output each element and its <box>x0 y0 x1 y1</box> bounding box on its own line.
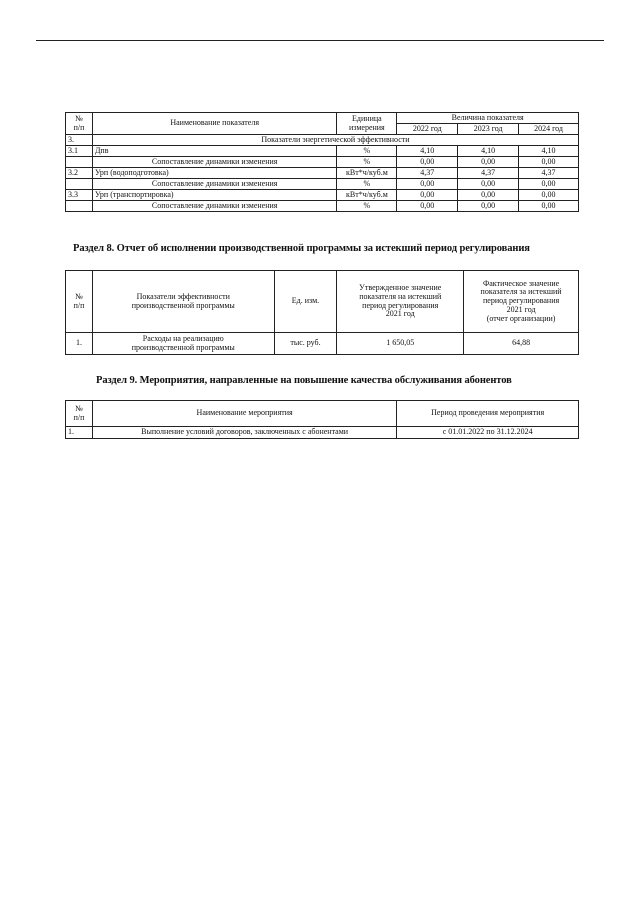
col-value-header: Величина показателя <box>397 113 579 124</box>
col-period-header: Период проведения мероприятия <box>397 401 579 427</box>
row-unit: % <box>337 179 397 190</box>
row-name: Урп (водоподготовка) <box>92 168 336 179</box>
table-row <box>66 157 579 168</box>
row-period: с 01.01.2022 по 31.12.2024 <box>397 427 579 439</box>
row-value: 0,00 <box>458 157 519 168</box>
row-value: 0,00 <box>519 157 579 168</box>
year-header: 2022 год <box>397 124 458 135</box>
top-rule <box>36 40 604 41</box>
row-value: 0,00 <box>458 179 519 190</box>
row-unit: % <box>337 146 397 157</box>
energy-efficiency-table <box>65 112 579 212</box>
col-unit-header: Единица измерения <box>337 113 397 135</box>
service-measures-table <box>65 400 579 439</box>
row-value: 4,10 <box>519 146 579 157</box>
section-8-title: Раздел 8. Отчет об исполнении производственной программы за истекший период регулирования <box>73 243 530 254</box>
row-value: 4,37 <box>397 168 458 179</box>
row-name: Сопоставление динамики изменения <box>92 201 336 212</box>
row-name: Сопоставление динамики изменения <box>92 179 336 190</box>
row-name: Дпв <box>92 146 336 157</box>
row-value: 4,37 <box>519 168 579 179</box>
col-num-header: № п/п <box>66 271 93 333</box>
col-num-header: № п/п <box>66 401 93 427</box>
row-value: 4,10 <box>458 146 519 157</box>
row-value: 0,00 <box>397 157 458 168</box>
row-name: Урп (транспортировка) <box>92 190 336 201</box>
row-num <box>66 201 93 212</box>
row-value: 4,10 <box>397 146 458 157</box>
row-num: 1. <box>66 427 93 439</box>
col-name-header: Показатели эффективности производственной программы <box>92 271 274 333</box>
table-row <box>66 333 579 355</box>
row-num: 3.2 <box>66 168 93 179</box>
year-header: 2024 год <box>519 124 579 135</box>
program-report-table <box>65 270 579 355</box>
table-row <box>66 146 579 157</box>
row-value: 4,37 <box>458 168 519 179</box>
row-unit: % <box>337 157 397 168</box>
table-row <box>66 168 579 179</box>
table-row <box>66 427 579 439</box>
table-row <box>66 179 579 190</box>
row-actual: 64,88 <box>464 333 579 355</box>
row-unit: кВт*ч/куб.м <box>337 190 397 201</box>
row-unit: тыс. руб. <box>274 333 337 355</box>
section-title: Показатели энергетической эффективности <box>92 135 578 146</box>
col-unit-header: Ед. изм. <box>274 271 337 333</box>
row-value: 0,00 <box>519 190 579 201</box>
row-num: 3.3 <box>66 190 93 201</box>
row-name: Сопоставление динамики изменения <box>92 157 336 168</box>
row-value: 0,00 <box>397 201 458 212</box>
row-num <box>66 179 93 190</box>
row-num: 1. <box>66 333 93 355</box>
row-name: Расходы на реализацию производственной программы <box>92 333 274 355</box>
col-name-header: Наименование показателя <box>92 113 336 135</box>
section-row <box>66 135 579 146</box>
section-num: 3. <box>66 135 93 146</box>
row-approved: 1 650,05 <box>337 333 464 355</box>
row-unit: % <box>337 201 397 212</box>
section-9-title: Раздел 9. Мероприятия, направленные на повышение качества обслуживания абонентов <box>96 375 512 386</box>
row-value: 0,00 <box>458 201 519 212</box>
row-value: 0,00 <box>458 190 519 201</box>
row-num <box>66 157 93 168</box>
year-header: 2023 год <box>458 124 519 135</box>
col-num-header: № п/п <box>66 113 93 135</box>
col-approved-header: Утвержденное значение показателя на истекший период регулирования 2021 год <box>337 271 464 333</box>
table-row <box>66 201 579 212</box>
table-row <box>66 190 579 201</box>
row-value: 0,00 <box>397 190 458 201</box>
row-value: 0,00 <box>519 179 579 190</box>
col-actual-header: Фактическое значение показателя за истекший период регулирования 2021 год (отчет организации) <box>464 271 579 333</box>
col-name-header: Наименование мероприятия <box>92 401 396 427</box>
row-name: Выполнение условий договоров, заключенных с абонентами <box>92 427 396 439</box>
row-unit: кВт*ч/куб.м <box>337 168 397 179</box>
row-value: 0,00 <box>519 201 579 212</box>
row-num: 3.1 <box>66 146 93 157</box>
row-value: 0,00 <box>397 179 458 190</box>
